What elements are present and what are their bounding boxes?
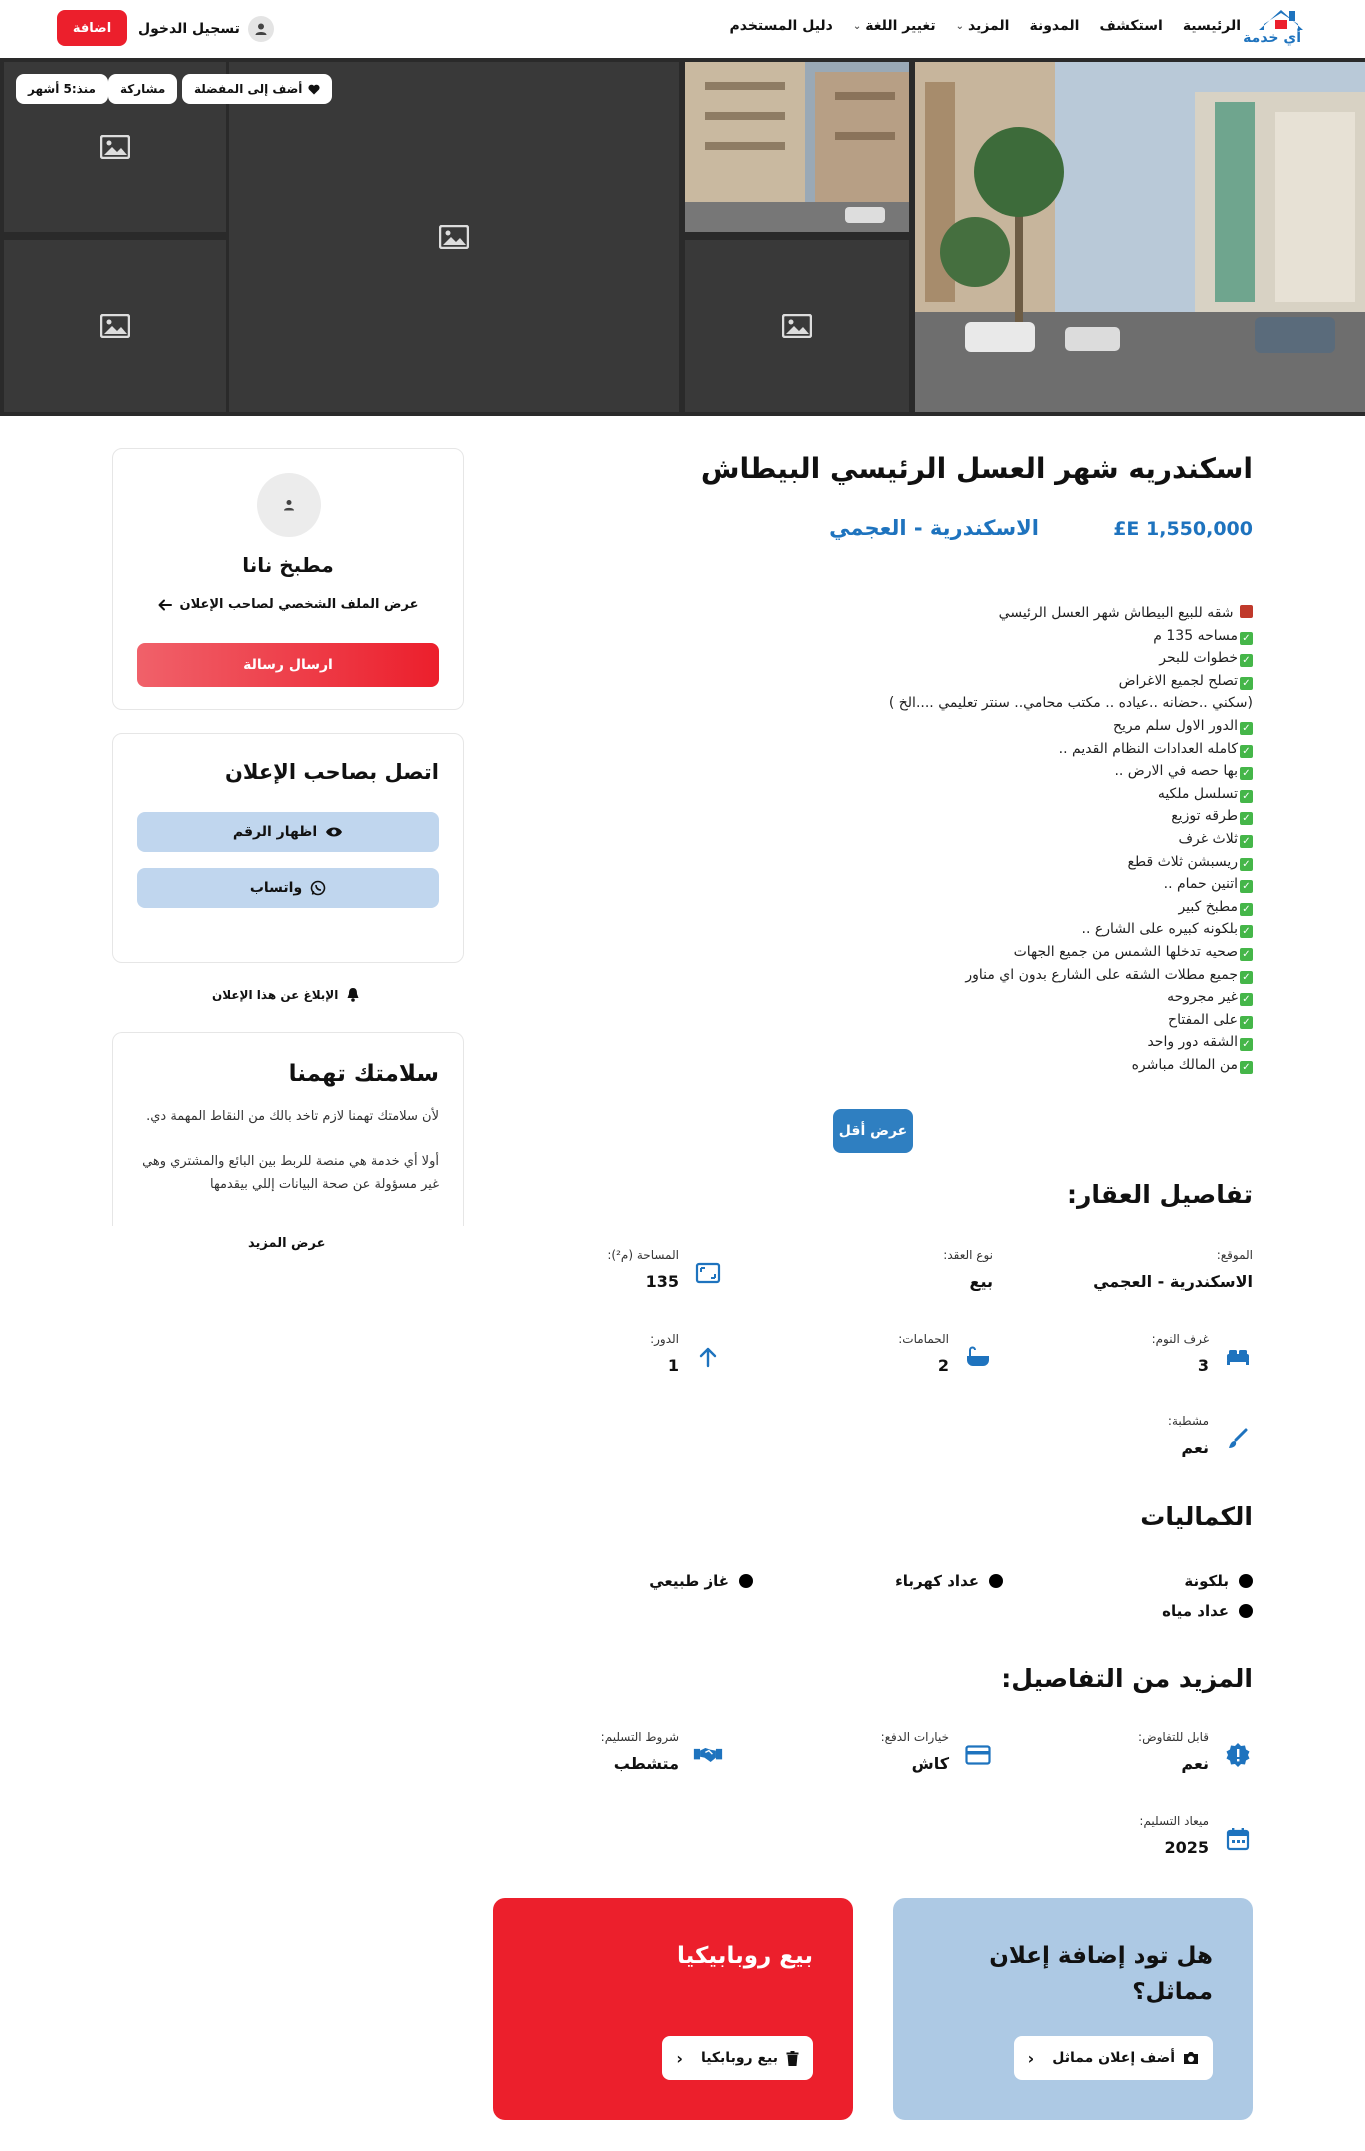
image-icon bbox=[100, 314, 130, 338]
gallery-photo-2[interactable] bbox=[685, 62, 909, 232]
show-number-label: اظهار الرقم bbox=[232, 824, 318, 840]
detail-finished bbox=[1168, 1414, 1253, 1457]
bullet-dot-icon bbox=[989, 1574, 1003, 1588]
safety-paragraph: أولا أي خدمة هي منصة للربط بين البائع والمشتري وهي غير مسؤولة عن صحة البيانات إللي بيقدمها bbox=[142, 1154, 439, 1192]
desc-line: ✓الشقه دور واحد bbox=[693, 1031, 1253, 1054]
detail-location bbox=[1093, 1248, 1253, 1291]
nav-more[interactable] bbox=[956, 18, 1010, 34]
whatsapp-button[interactable] bbox=[137, 868, 439, 908]
detail-floor bbox=[650, 1332, 723, 1375]
detail-bathrooms bbox=[898, 1332, 993, 1375]
detail-value: بيع bbox=[969, 1272, 993, 1291]
safety-paragraph: لأن سلامتك تهمنا لازم تاخد بالك من النقاط المهمة دي. bbox=[146, 1109, 439, 1124]
show-number-button[interactable] bbox=[137, 812, 439, 852]
gallery-placeholder-3[interactable] bbox=[685, 240, 909, 412]
user-icon bbox=[283, 499, 295, 511]
listing-description bbox=[693, 602, 1253, 1076]
login-label: تسجيل الدخول bbox=[138, 21, 240, 37]
desc-line: (سكني ..حضانه ..عياده .. مكتب محامي.. سنتر تعليمي ....الخ ) bbox=[888, 695, 1253, 712]
calendar-icon bbox=[1223, 1824, 1253, 1854]
bell-icon bbox=[346, 987, 360, 1002]
contact-heading: اتصل بصاحب الإعلان bbox=[224, 760, 439, 784]
detail-label: مشطبة: bbox=[1167, 1414, 1209, 1428]
building-photo bbox=[685, 62, 909, 232]
check-icon: ✓ bbox=[1240, 835, 1253, 848]
safety-card bbox=[112, 1032, 464, 1226]
listing-price: £E 1,550,000 bbox=[1113, 518, 1253, 540]
safety-text bbox=[135, 1105, 439, 1196]
check-icon: ✓ bbox=[1240, 812, 1253, 825]
check-icon: ✓ bbox=[1240, 632, 1253, 645]
logo-text: أي خدمة bbox=[1243, 30, 1301, 46]
detail-value: متشطب bbox=[613, 1754, 679, 1773]
nav-blog-label: المدونة bbox=[1029, 18, 1080, 34]
amenity-item: غاز طبيعي bbox=[649, 1572, 753, 1590]
desc-line: ✓الدور الاول سلم مريح bbox=[693, 715, 1253, 738]
login-link[interactable] bbox=[138, 16, 274, 42]
chevron-left-icon: ‹ bbox=[676, 2048, 683, 2068]
detail-payment bbox=[881, 1730, 993, 1773]
detail-label: نوع العقد: bbox=[943, 1248, 993, 1262]
street-photo bbox=[915, 62, 1365, 412]
chevron-down-icon: ⌄ bbox=[852, 20, 862, 32]
desc-line: ✓صحيه تدخلها الشمس من جميع الجهات bbox=[693, 941, 1253, 964]
seller-avatar bbox=[257, 473, 321, 537]
detail-value: نعم bbox=[1181, 1438, 1209, 1457]
gallery-placeholder-6[interactable] bbox=[4, 240, 226, 412]
sell-junk-title: بيع روبابيكيا bbox=[677, 1943, 813, 1969]
add-to-favorites-button[interactable] bbox=[182, 74, 332, 104]
detail-label: الحمامات: bbox=[898, 1332, 949, 1346]
nav-explore-label: استكشف bbox=[1099, 18, 1163, 34]
amenity-item: بلكونة bbox=[1184, 1572, 1253, 1590]
view-profile-link[interactable] bbox=[113, 597, 463, 612]
desc-line: ✓ريسبشن ثلاث قطع bbox=[693, 851, 1253, 874]
listing-age-badge: منذ:5 أشهر bbox=[16, 74, 108, 104]
desc-line: ✓جميع مطلات الشقه على الشارع بدون اي مناور bbox=[693, 964, 1253, 987]
check-icon: ✓ bbox=[1240, 993, 1253, 1006]
chevron-down-icon: ⌄ bbox=[955, 20, 964, 32]
desc-line: ✓من المالك مباشره bbox=[693, 1054, 1253, 1077]
check-icon: ✓ bbox=[1240, 677, 1253, 690]
seller-card bbox=[112, 448, 464, 710]
whatsapp-label: واتساب bbox=[249, 880, 303, 896]
safety-heading: سلامتك تهمنا bbox=[288, 1061, 439, 1087]
gallery-main-photo[interactable] bbox=[915, 62, 1365, 412]
check-icon: ✓ bbox=[1240, 767, 1253, 780]
detail-label: خيارات الدفع: bbox=[880, 1730, 949, 1744]
check-icon: ✓ bbox=[1240, 1038, 1253, 1051]
detail-value: 1 bbox=[667, 1356, 679, 1375]
show-more-link[interactable]: عرض المزيد bbox=[248, 1236, 326, 1251]
check-icon: ✓ bbox=[1240, 790, 1253, 803]
nav-explore[interactable] bbox=[1099, 18, 1162, 34]
seller-name: مطبخ نانا bbox=[242, 553, 334, 577]
badge-alert-icon bbox=[1223, 1740, 1253, 1770]
desc-line: ✓غير مجروحه bbox=[693, 986, 1253, 1009]
area-ruler-icon bbox=[693, 1258, 723, 1288]
check-icon: ✓ bbox=[1240, 971, 1253, 984]
top-header bbox=[0, 0, 1365, 58]
desc-line: ✓تسلسل ملكيه bbox=[693, 783, 1253, 806]
bullet-dot-icon bbox=[1239, 1604, 1253, 1618]
desc-line: ✓مساحه 135 م bbox=[693, 625, 1253, 648]
check-icon: ✓ bbox=[1240, 948, 1253, 961]
sell-junk-button[interactable] bbox=[662, 2036, 813, 2080]
check-icon: ✓ bbox=[1240, 722, 1253, 735]
detail-value: 2025 bbox=[1164, 1838, 1209, 1857]
amenities-heading: الكماليات bbox=[1140, 1502, 1253, 1531]
detail-area bbox=[607, 1248, 723, 1291]
desc-line: ✓ثلاث غرف bbox=[693, 828, 1253, 851]
text-fade-overlay bbox=[113, 1192, 463, 1226]
sell-junk-button-label: بيع روبابكيا bbox=[700, 2050, 778, 2066]
detail-value: الاسكندرية - العجمي bbox=[1093, 1272, 1253, 1291]
add-similar-button[interactable] bbox=[1014, 2036, 1213, 2080]
nav-user-guide-label: دليل المستخدم bbox=[729, 18, 833, 34]
nav-home-label: الرئيسية bbox=[1182, 18, 1241, 34]
image-icon bbox=[439, 225, 469, 249]
view-profile-label: عرض الملف الشخصي لصاحب الإعلان bbox=[179, 597, 419, 612]
handshake-icon bbox=[693, 1740, 723, 1770]
details-heading: تفاصيل العقار: bbox=[1067, 1180, 1253, 1209]
detail-label: الموقع: bbox=[1216, 1248, 1253, 1262]
sell-junk-banner bbox=[493, 1898, 853, 2120]
check-icon: ✓ bbox=[1240, 903, 1253, 916]
desc-line: ✓كامله العدادات النظام القديم .. bbox=[693, 738, 1253, 761]
arrow-left-icon bbox=[158, 599, 172, 611]
nav-user-guide[interactable] bbox=[729, 18, 832, 34]
contact-card bbox=[112, 733, 464, 963]
detail-label: قابل للتفاوض: bbox=[1138, 1730, 1209, 1744]
photo-gallery bbox=[0, 58, 1365, 416]
heart-icon bbox=[308, 84, 320, 95]
detail-value: 3 bbox=[1197, 1356, 1209, 1375]
nav-blog[interactable] bbox=[1029, 18, 1079, 34]
desc-line: ✓تصلح لجميع الاغراض bbox=[693, 670, 1253, 693]
nav-more-label: المزيد bbox=[967, 18, 1010, 34]
detail-value: 2 bbox=[937, 1356, 949, 1375]
check-icon: ✓ bbox=[1240, 1061, 1253, 1074]
desc-line: ✓طرقه توزيع bbox=[693, 805, 1253, 828]
desc-line: ✓بلكونه كبيره على الشارع .. bbox=[693, 918, 1253, 941]
nav-language[interactable] bbox=[853, 18, 936, 34]
detail-delivery-date bbox=[1139, 1814, 1253, 1857]
detail-label: غرف النوم: bbox=[1151, 1332, 1209, 1346]
add-similar-button-label: أضف إعلان مماثل bbox=[1052, 2050, 1175, 2066]
check-icon: ✓ bbox=[1240, 1016, 1253, 1029]
desc-line: ✓على المفتاح bbox=[693, 1009, 1253, 1032]
credit-card-icon bbox=[963, 1740, 993, 1770]
report-label: الإبلاغ عن هذا الإعلان bbox=[212, 987, 339, 1002]
check-icon: ✓ bbox=[1240, 654, 1253, 667]
detail-negotiable bbox=[1138, 1730, 1253, 1773]
report-listing-link[interactable] bbox=[212, 987, 360, 1002]
image-icon bbox=[782, 314, 812, 338]
bathtub-icon bbox=[963, 1342, 993, 1372]
more-details-heading: المزيد من التفاصيل: bbox=[1001, 1664, 1253, 1693]
detail-label: الدور: bbox=[650, 1332, 679, 1346]
trash-icon bbox=[786, 2051, 799, 2066]
detail-value: كاش bbox=[911, 1754, 949, 1773]
chevron-left-icon: ‹ bbox=[1027, 2048, 1035, 2068]
send-message-button[interactable]: ارسال رسالة bbox=[137, 643, 439, 687]
check-icon: ✓ bbox=[1240, 925, 1253, 938]
add-similar-banner bbox=[893, 1898, 1253, 2120]
favorite-label: أضف إلى المفضلة bbox=[194, 82, 303, 96]
share-button[interactable]: مشاركة bbox=[108, 74, 177, 104]
detail-delivery-terms bbox=[601, 1730, 723, 1773]
desc-line: ✓خطوات للبحر bbox=[693, 647, 1253, 670]
detail-label: ميعاد التسليم: bbox=[1139, 1814, 1209, 1828]
detail-label: شروط التسليم: bbox=[600, 1730, 679, 1744]
user-icon bbox=[248, 16, 274, 42]
detail-contract-type bbox=[943, 1248, 993, 1291]
check-icon: ✓ bbox=[1240, 880, 1253, 893]
desc-line: ✓بها حصه في الارض .. bbox=[693, 760, 1253, 783]
listing-title: اسكندريه شهر العسل الرئيسي البيطاش bbox=[700, 452, 1253, 485]
show-less-button[interactable]: عرض أقل bbox=[833, 1109, 913, 1153]
red-book-icon bbox=[1240, 605, 1253, 618]
camera-icon bbox=[1183, 2051, 1199, 2065]
eye-icon bbox=[325, 826, 343, 838]
amenity-item: عداد مياه bbox=[1162, 1602, 1253, 1620]
arrow-up-icon bbox=[693, 1342, 723, 1372]
detail-value: نعم bbox=[1181, 1754, 1209, 1773]
paint-brush-icon bbox=[1223, 1424, 1253, 1454]
bullet-dot-icon bbox=[1239, 1574, 1253, 1588]
nav-language-label: تغيير اللغة bbox=[865, 18, 936, 34]
add-similar-title: هل تود إضافة إعلان مماثل؟ bbox=[989, 1943, 1213, 2005]
desc-line: شقه للبيع البيطاش شهر العسل الرئيسي bbox=[693, 602, 1253, 625]
check-icon: ✓ bbox=[1240, 858, 1253, 871]
detail-value: 135 bbox=[645, 1272, 679, 1291]
main-nav bbox=[729, 18, 1241, 34]
nav-home[interactable] bbox=[1183, 18, 1241, 34]
whatsapp-icon bbox=[310, 880, 326, 896]
check-icon: ✓ bbox=[1240, 745, 1253, 758]
image-icon bbox=[100, 135, 130, 159]
detail-label: المساحة (م²): bbox=[607, 1248, 679, 1262]
bullet-dot-icon bbox=[739, 1574, 753, 1588]
amenity-item: عداد كهرباء bbox=[895, 1572, 1003, 1590]
desc-line: ✓مطبخ كبير bbox=[693, 896, 1253, 919]
bed-icon bbox=[1223, 1342, 1253, 1372]
listing-location: الاسكندرية - العجمي bbox=[829, 516, 1039, 540]
detail-bedrooms bbox=[1152, 1332, 1253, 1375]
add-listing-button[interactable]: اضافة bbox=[57, 10, 127, 46]
gallery-placeholder-4[interactable] bbox=[229, 62, 679, 412]
desc-line: ✓اتنين حمام .. bbox=[693, 873, 1253, 896]
